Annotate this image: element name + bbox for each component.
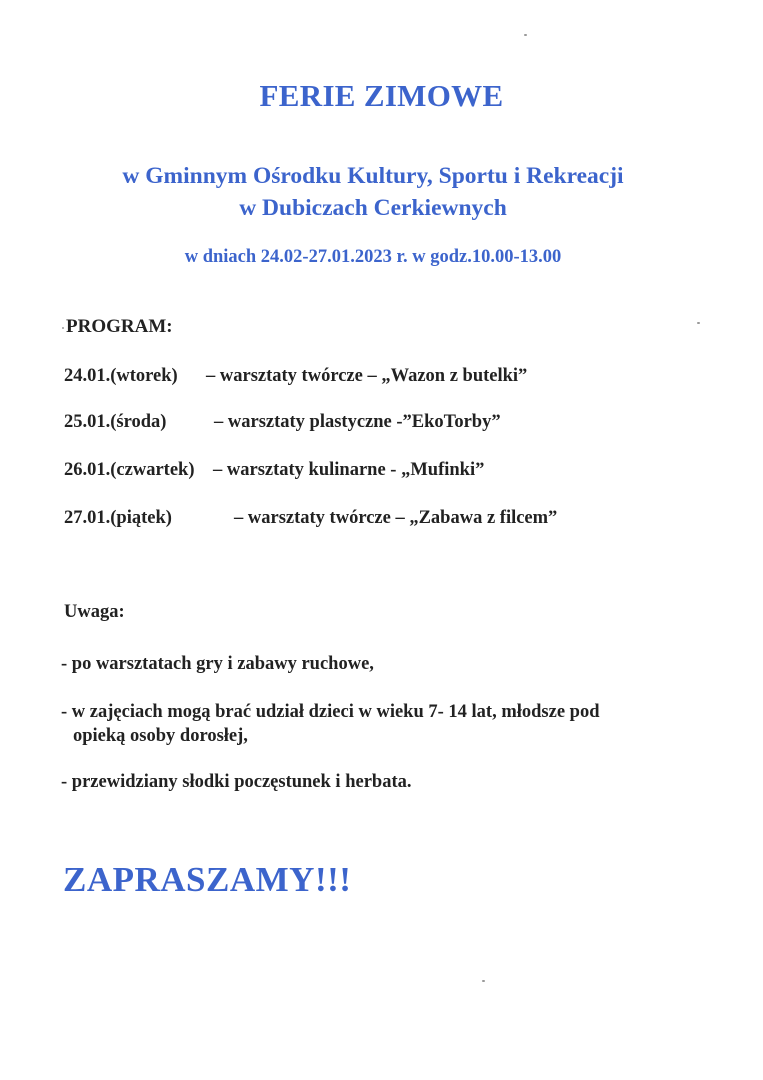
program-day: 24.01.(wtorek) [64, 366, 178, 386]
venue-subtitle [0, 160, 746, 224]
page-title: FERIE ZIMOWE [259, 78, 504, 113]
notes-heading: Uwaga: [64, 602, 125, 622]
scan-speck [62, 327, 64, 329]
program-desc: – warsztaty twórcze – „Wazon z butelki” [206, 366, 528, 386]
program-day: 27.01.(piątek) [64, 508, 172, 528]
scan-speck [524, 34, 527, 36]
program-item [64, 508, 558, 529]
program-item [64, 366, 528, 387]
program-item [64, 460, 485, 481]
note-item [61, 700, 600, 748]
scan-speck [482, 980, 485, 982]
invite-text: ZAPRASZAMY!!! [63, 860, 352, 899]
note-line: - w zajęciach mogą brać udział dzieci w wieku 7- 14 lat, młodsze pod [61, 702, 600, 722]
program-day: 26.01.(czwartek) [64, 460, 195, 480]
venue-line-1: w Gminnym Ośrodku Kultury, Sportu i Rekreacji [122, 163, 624, 189]
dates-line: w dniach 24.02-27.01.2023 r. w godz.10.00-13.00 [184, 247, 562, 267]
note-item: - po warsztatach gry i zabawy ruchowe, [61, 654, 374, 674]
program-desc: – warsztaty twórcze – „Zabawa z filcem” [234, 508, 558, 528]
program-item [64, 412, 501, 433]
program-day: 25.01.(środa) [64, 412, 167, 432]
program-heading: PROGRAM: [66, 316, 173, 337]
program-desc: – warsztaty kulinarne - „Mufinki” [213, 460, 485, 480]
note-item: - przewidziany słodki poczęstunek i herbata. [61, 772, 412, 792]
note-line-continued: opieką osoby dorosłej, [73, 726, 248, 746]
venue-line-2: w Dubiczach Cerkiewnych [239, 195, 507, 221]
scan-speck [697, 322, 700, 324]
program-desc: – warsztaty plastyczne -”EkoTorby” [214, 412, 501, 432]
